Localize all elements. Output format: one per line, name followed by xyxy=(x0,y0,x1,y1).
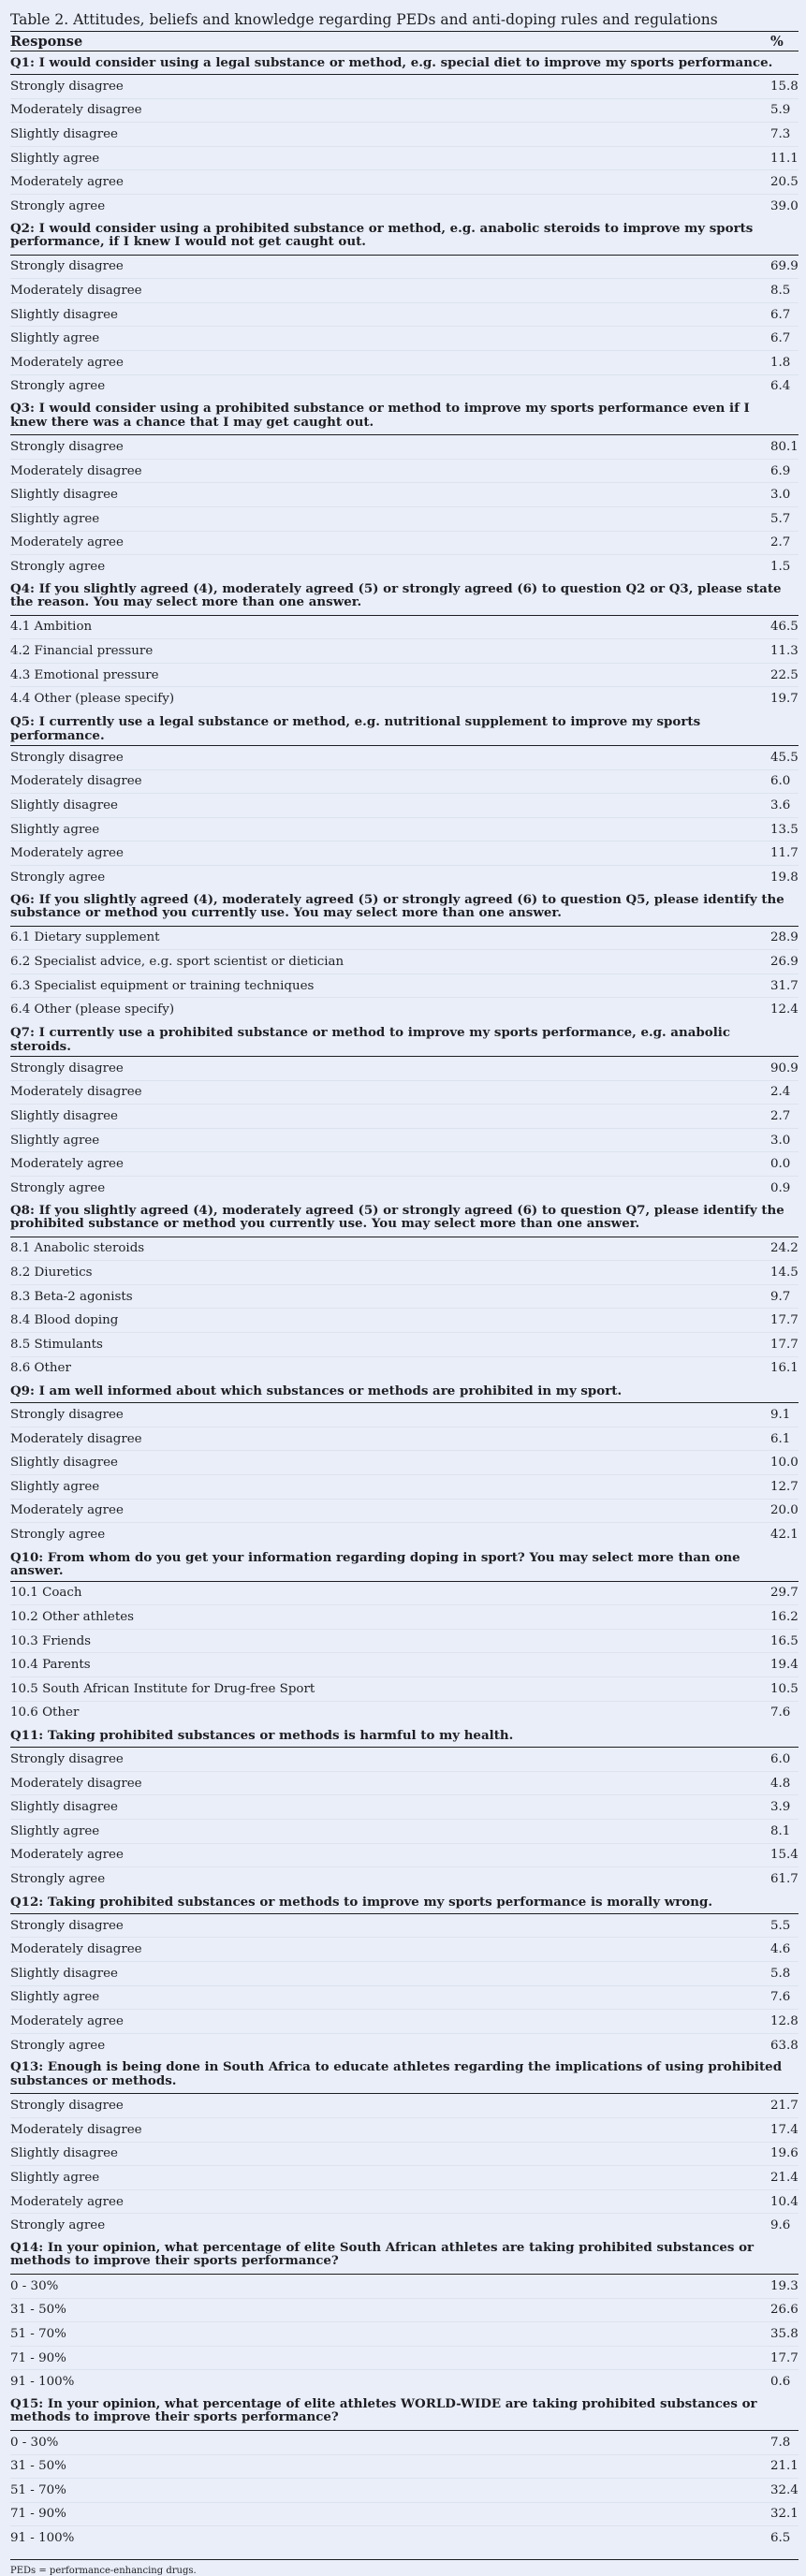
answer-label: 6.4 Other (please specify) xyxy=(10,1003,175,1017)
answer-percent: 16.2 xyxy=(770,1605,799,1630)
survey-table xyxy=(10,31,799,2550)
answer-row xyxy=(10,2094,799,2118)
answer-percent: 19.6 xyxy=(770,2142,799,2166)
question-row xyxy=(10,2056,799,2094)
answer-row xyxy=(10,1237,799,1261)
answer-row xyxy=(10,2502,799,2526)
answer-percent: 11.3 xyxy=(770,639,799,664)
answer-percent: 7.8 xyxy=(770,2430,799,2454)
answer-label: Moderately agree xyxy=(10,350,770,374)
answer-percent: 24.2 xyxy=(770,1237,799,1261)
answer-percent: 29.7 xyxy=(770,1581,799,1605)
answer-label: 6.1 Dietary supplement xyxy=(10,926,770,950)
answer-row xyxy=(10,75,799,99)
answer-row xyxy=(10,2346,799,2370)
question-row xyxy=(10,1021,799,1057)
answer-row xyxy=(10,1581,799,1605)
question-row xyxy=(10,1724,799,1748)
answer-row xyxy=(10,1499,799,1523)
answer-row xyxy=(10,2214,799,2237)
table-body xyxy=(10,51,799,2550)
answer-row xyxy=(10,327,799,351)
question-text: Q3: I would consider using a prohibited substance or method to improve my sports performance even if I knew there was a chance that I may get caught out. xyxy=(10,398,799,435)
answer-label: Slightly disagree xyxy=(10,123,770,147)
answer-percent: 14.5 xyxy=(770,1261,799,1285)
answer-row xyxy=(10,1938,799,1962)
answer-row xyxy=(10,302,799,327)
answer-label: 0 - 30% xyxy=(10,2274,770,2298)
question-row xyxy=(10,710,799,746)
answer-label: 71 - 90% xyxy=(10,2346,770,2370)
answer-row xyxy=(10,746,799,770)
answer-row xyxy=(10,1403,799,1427)
answer-label: Moderately disagree xyxy=(10,1771,770,1795)
answer-percent: 0.9 xyxy=(770,1180,791,1195)
answer-percent: 17.7 xyxy=(770,1332,799,1356)
answer-percent: 42.1 xyxy=(770,1527,799,1542)
answer-row xyxy=(10,2430,799,2454)
answer-row xyxy=(10,1080,799,1105)
answer-label: 8.4 Blood doping xyxy=(10,1309,770,1333)
answer-percent: 21.7 xyxy=(770,2094,799,2118)
answer-label: Moderately agree xyxy=(10,2189,770,2214)
question-text: Q13: Enough is being done in South Africa to educate athletes regarding the implications of using prohibited substances or methods. xyxy=(10,2056,799,2094)
answer-row xyxy=(10,687,799,710)
answer-row xyxy=(10,1284,799,1309)
answer-label: Strongly disagree xyxy=(10,746,770,770)
header-response: Response xyxy=(10,32,770,51)
answer-row xyxy=(10,170,799,195)
question-row xyxy=(10,1380,799,1403)
question-text: Q14: In your opinion, what percentage of elite South African athletes are taking prohibited substances or methods to improve their sports performance? xyxy=(10,2237,799,2275)
answer-row xyxy=(10,194,799,217)
answer-label: Strongly disagree xyxy=(10,1748,770,1772)
answer-percent: 20.0 xyxy=(770,1499,799,1523)
answer-row xyxy=(10,1523,799,1546)
answer-percent: 17.7 xyxy=(770,2346,799,2370)
answer-percent: 11.1 xyxy=(770,146,799,170)
question-row xyxy=(10,2237,799,2275)
answer-label: Slightly agree xyxy=(10,817,770,842)
answer-percent: 22.5 xyxy=(770,663,799,687)
answer-label: Slightly disagree xyxy=(10,1795,770,1820)
answer-percent: 0.0 xyxy=(770,1152,799,1177)
answer-percent: 11.7 xyxy=(770,842,799,866)
answer-label: Moderately agree xyxy=(10,2010,770,2034)
answer-percent: 2.7 xyxy=(770,1105,799,1129)
answer-percent: 2.7 xyxy=(770,531,799,555)
answer-label: Moderately disagree xyxy=(10,1427,770,1451)
question-row xyxy=(10,1200,799,1237)
answer-row xyxy=(10,1309,799,1333)
answer-row xyxy=(10,374,799,398)
answer-percent: 17.7 xyxy=(770,1309,799,1333)
answer-label: Strongly agree xyxy=(10,559,106,574)
answer-percent: 16.5 xyxy=(770,1629,799,1653)
answer-row xyxy=(10,1451,799,1475)
answer-row xyxy=(10,973,799,998)
answer-label: 91 - 100% xyxy=(10,2531,75,2546)
answer-row xyxy=(10,926,799,950)
answer-row xyxy=(10,1356,799,1380)
answer-row xyxy=(10,146,799,170)
answer-row xyxy=(10,2322,799,2347)
answer-percent: 9.7 xyxy=(770,1284,799,1309)
answer-percent: 21.1 xyxy=(770,2454,799,2479)
answer-label: 10.1 Coach xyxy=(10,1581,770,1605)
answer-row xyxy=(10,1474,799,1499)
answer-percent: 28.9 xyxy=(770,926,799,950)
answer-row xyxy=(10,817,799,842)
answer-percent: 15.4 xyxy=(770,1843,799,1867)
answer-percent: 4.8 xyxy=(770,1771,799,1795)
answer-row xyxy=(10,279,799,303)
answer-label: Strongly disagree xyxy=(10,1403,770,1427)
answer-label: Strongly disagree xyxy=(10,1913,770,1938)
answer-label: 71 - 90% xyxy=(10,2502,770,2526)
answer-row xyxy=(10,2142,799,2166)
answer-percent: 4.6 xyxy=(770,1938,799,1962)
answer-row xyxy=(10,1962,799,1986)
answer-label: Moderately disagree xyxy=(10,459,770,483)
answer-label: Slightly agree xyxy=(10,146,770,170)
answer-label: 10.2 Other athletes xyxy=(10,1605,770,1630)
answer-percent: 12.7 xyxy=(770,1474,799,1499)
answer-label: 31 - 50% xyxy=(10,2298,770,2322)
answer-label: Slightly agree xyxy=(10,2166,770,2190)
question-text: Q1: I would consider using a legal substance or method, e.g. special diet to improve my sports performance. xyxy=(10,51,799,75)
answer-percent: 3.9 xyxy=(770,1795,799,1820)
answer-label: 4.2 Financial pressure xyxy=(10,639,770,664)
answer-percent: 10.0 xyxy=(770,1451,799,1475)
answer-row xyxy=(10,1427,799,1451)
answer-percent: 19.4 xyxy=(770,1653,799,1677)
answer-label: Slightly agree xyxy=(10,506,770,531)
answer-percent: 6.0 xyxy=(770,1748,799,1772)
answer-label: Strongly agree xyxy=(10,379,106,394)
answer-percent: 1.8 xyxy=(770,350,799,374)
question-text: Q10: From whom do you get your information regarding doping in sport? You may select more than one answer. xyxy=(10,1546,799,1582)
answer-percent: 20.5 xyxy=(770,170,799,195)
answer-label: 6.3 Specialist equipment or training techniques xyxy=(10,973,770,998)
answer-label: Strongly disagree xyxy=(10,75,770,99)
answer-percent: 26.9 xyxy=(770,950,799,974)
question-row xyxy=(10,398,799,435)
question-row xyxy=(10,1891,799,1914)
answer-row xyxy=(10,2117,799,2142)
answer-percent: 7.3 xyxy=(770,123,799,147)
answer-row xyxy=(10,769,799,794)
answer-percent: 8.5 xyxy=(770,279,799,303)
answer-row xyxy=(10,1985,799,2010)
question-text: Q11: Taking prohibited substances or methods is harmful to my health. xyxy=(10,1724,799,1748)
answer-row xyxy=(10,506,799,531)
answer-label: Slightly disagree xyxy=(10,794,770,818)
answer-percent: 90.9 xyxy=(770,1057,799,1081)
answer-percent: 32.1 xyxy=(770,2502,799,2526)
answer-percent: 10.5 xyxy=(770,1677,799,1702)
answer-label: Slightly agree xyxy=(10,1128,770,1152)
answer-percent: 9.6 xyxy=(770,2218,791,2233)
answer-row xyxy=(10,483,799,507)
answer-label: Strongly agree xyxy=(10,1527,106,1542)
answer-percent: 17.4 xyxy=(770,2117,799,2142)
answer-percent: 1.5 xyxy=(770,559,791,574)
question-row xyxy=(10,1546,799,1582)
answer-percent: 46.5 xyxy=(770,615,799,639)
answer-row xyxy=(10,2010,799,2034)
answer-label: Strongly agree xyxy=(10,1180,106,1195)
answer-percent: 32.4 xyxy=(770,2479,799,2503)
question-text: Q9: I am well informed about which substances or methods are prohibited in my sport. xyxy=(10,1380,799,1403)
answer-label: Slightly disagree xyxy=(10,1105,770,1129)
question-row xyxy=(10,51,799,75)
question-text: Q5: I currently use a legal substance or method, e.g. nutritional supplement to improve my sports performance. xyxy=(10,710,799,746)
answer-label: Strongly disagree xyxy=(10,1057,770,1081)
answer-percent: 61.7 xyxy=(770,1872,799,1887)
answer-label: 10.6 Other xyxy=(10,1705,80,1720)
answer-label: Moderately agree xyxy=(10,842,770,866)
answer-row xyxy=(10,2479,799,2503)
answer-label: Moderately disagree xyxy=(10,98,770,123)
answer-row xyxy=(10,1105,799,1129)
answer-percent: 21.4 xyxy=(770,2166,799,2190)
question-text: Q15: In your opinion, what percentage of elite athletes WORLD-WIDE are taking prohibited substances or methods to improve their sports performance? xyxy=(10,2393,799,2431)
answer-label: Moderately agree xyxy=(10,1499,770,1523)
answer-row xyxy=(10,123,799,147)
answer-row xyxy=(10,1128,799,1152)
answer-percent: 2.4 xyxy=(770,1080,799,1105)
answer-label: 8.6 Other xyxy=(10,1361,71,1376)
answer-row xyxy=(10,255,799,279)
answer-row xyxy=(10,1677,799,1702)
answer-label: Strongly agree xyxy=(10,2218,106,2233)
answer-label: 8.3 Beta-2 agonists xyxy=(10,1284,770,1309)
answer-percent: 19.3 xyxy=(770,2274,799,2298)
answer-row xyxy=(10,1843,799,1867)
answer-percent: 6.4 xyxy=(770,379,791,394)
answer-percent: 6.0 xyxy=(770,769,799,794)
answer-label: Slightly disagree xyxy=(10,2142,770,2166)
answer-percent: 15.8 xyxy=(770,75,799,99)
answer-label: Slightly agree xyxy=(10,1820,770,1844)
question-text: Q7: I currently use a prohibited substance or method to improve my sports performance, e.g. anabolic steroids. xyxy=(10,1021,799,1057)
answer-label: Strongly agree xyxy=(10,1872,106,1887)
answer-percent: 9.1 xyxy=(770,1403,799,1427)
answer-percent: 12.8 xyxy=(770,2010,799,2034)
answer-label: 4.4 Other (please specify) xyxy=(10,692,175,707)
answer-percent: 10.4 xyxy=(770,2189,799,2214)
answer-percent: 5.7 xyxy=(770,506,799,531)
answer-percent: 6.7 xyxy=(770,327,799,351)
answer-row xyxy=(10,555,799,578)
question-text: Q12: Taking prohibited substances or methods to improve my sports performance is morally wrong. xyxy=(10,1891,799,1914)
answer-row xyxy=(10,639,799,664)
answer-row xyxy=(10,1820,799,1844)
answer-label: Strongly agree xyxy=(10,870,106,885)
question-text: Q4: If you slightly agreed (4), moderately agreed (5) or strongly agreed (6) to question Q2 or Q3, please state the reason. You may select more than one answer. xyxy=(10,578,799,616)
answer-row xyxy=(10,2370,799,2393)
answer-row xyxy=(10,1795,799,1820)
answer-percent: 8.1 xyxy=(770,1820,799,1844)
answer-label: 4.1 Ambition xyxy=(10,615,770,639)
answer-row xyxy=(10,1771,799,1795)
header-row xyxy=(10,32,799,51)
answer-label: 10.5 South African Institute for Drug-free Sport xyxy=(10,1677,770,1702)
question-text: Q6: If you slightly agreed (4), moderately agreed (5) or strongly agreed (6) to question Q5, please identify the substance or method you currently use. You may select more than one answer. xyxy=(10,889,799,927)
answer-label: 10.4 Parents xyxy=(10,1653,770,1677)
answer-row xyxy=(10,998,799,1021)
answer-label: Moderately disagree xyxy=(10,1080,770,1105)
answer-label: 8.2 Diuretics xyxy=(10,1261,770,1285)
answer-label: Slightly disagree xyxy=(10,302,770,327)
answer-row xyxy=(10,1605,799,1630)
answer-row xyxy=(10,1057,799,1081)
answer-label: 10.3 Friends xyxy=(10,1629,770,1653)
answer-row xyxy=(10,531,799,555)
answer-percent: 0.6 xyxy=(770,2375,791,2390)
answer-label: Slightly agree xyxy=(10,1985,770,2010)
answer-label: 51 - 70% xyxy=(10,2322,770,2347)
answer-percent: 26.6 xyxy=(770,2298,799,2322)
answer-percent: 35.8 xyxy=(770,2322,799,2347)
answer-label: Moderately disagree xyxy=(10,1938,770,1962)
answer-row xyxy=(10,615,799,639)
answer-label: 8.1 Anabolic steroids xyxy=(10,1237,770,1261)
answer-row xyxy=(10,1867,799,1891)
answer-percent: 39.0 xyxy=(770,198,799,213)
answer-label: 6.2 Specialist advice, e.g. sport scientist or dietician xyxy=(10,950,770,974)
answer-label: 31 - 50% xyxy=(10,2454,770,2479)
answer-percent: 6.5 xyxy=(770,2531,791,2546)
answer-label: Moderately disagree xyxy=(10,279,770,303)
answer-percent: 45.5 xyxy=(770,746,799,770)
answer-percent: 5.9 xyxy=(770,98,799,123)
answer-label: Slightly disagree xyxy=(10,483,770,507)
answer-percent: 13.5 xyxy=(770,817,799,842)
answer-label: Strongly agree xyxy=(10,198,106,213)
answer-row xyxy=(10,663,799,687)
answer-label: Strongly agree xyxy=(10,2038,106,2053)
answer-row xyxy=(10,1332,799,1356)
answer-row xyxy=(10,1701,799,1724)
question-row xyxy=(10,578,799,616)
answer-row xyxy=(10,98,799,123)
question-row xyxy=(10,2393,799,2431)
answer-percent: 3.6 xyxy=(770,794,799,818)
answer-percent: 5.8 xyxy=(770,1962,799,1986)
answer-percent: 5.5 xyxy=(770,1913,799,1938)
answer-label: Moderately agree xyxy=(10,1843,770,1867)
table-caption: Table 2. Attitudes, beliefs and knowledge regarding PEDs and anti-doping rules and regulations xyxy=(10,11,718,28)
answer-row xyxy=(10,459,799,483)
answer-row xyxy=(10,2033,799,2056)
answer-row xyxy=(10,950,799,974)
answer-row xyxy=(10,1176,799,1199)
answer-label: 0 - 30% xyxy=(10,2430,770,2454)
answer-label: Strongly disagree xyxy=(10,2094,770,2118)
answer-percent: 7.6 xyxy=(770,1985,799,2010)
question-row xyxy=(10,218,799,256)
answer-row xyxy=(10,842,799,866)
answer-percent: 3.0 xyxy=(770,483,799,507)
header-percent: % xyxy=(770,32,799,51)
answer-row xyxy=(10,2274,799,2298)
answer-label: Slightly disagree xyxy=(10,1962,770,1986)
table-footnote: PEDs = performance-enhancing drugs. xyxy=(10,2559,799,2576)
answer-row xyxy=(10,435,799,460)
answer-row xyxy=(10,866,799,889)
answer-row xyxy=(10,1629,799,1653)
answer-label: 8.5 Stimulants xyxy=(10,1332,770,1356)
answer-percent: 6.7 xyxy=(770,302,799,327)
answer-label: 4.3 Emotional pressure xyxy=(10,663,770,687)
answer-row xyxy=(10,2166,799,2190)
answer-percent: 12.4 xyxy=(770,1003,799,1017)
answer-percent: 69.9 xyxy=(770,255,799,279)
answer-label: Moderately disagree xyxy=(10,2117,770,2142)
answer-label: 51 - 70% xyxy=(10,2479,770,2503)
answer-percent: 6.9 xyxy=(770,459,799,483)
answer-row xyxy=(10,1261,799,1285)
answer-label: Slightly disagree xyxy=(10,1451,770,1475)
answer-row xyxy=(10,2189,799,2214)
answer-percent: 19.8 xyxy=(770,870,799,885)
answer-percent: 31.7 xyxy=(770,973,799,998)
answer-percent: 7.6 xyxy=(770,1705,791,1720)
answer-label: Moderately disagree xyxy=(10,769,770,794)
answer-row xyxy=(10,1653,799,1677)
answer-row xyxy=(10,794,799,818)
answer-percent: 6.1 xyxy=(770,1427,799,1451)
answer-row xyxy=(10,2526,799,2550)
answer-label: Moderately agree xyxy=(10,170,770,195)
table-header xyxy=(10,32,799,51)
answer-percent: 63.8 xyxy=(770,2038,799,2053)
answer-row xyxy=(10,1748,799,1772)
answer-percent: 16.1 xyxy=(770,1361,799,1376)
answer-label: Moderately agree xyxy=(10,531,770,555)
answer-percent: 80.1 xyxy=(770,435,799,460)
answer-row xyxy=(10,1152,799,1177)
answer-label: Slightly agree xyxy=(10,1474,770,1499)
answer-row xyxy=(10,2298,799,2322)
question-text: Q2: I would consider using a prohibited substance or method, e.g. anabolic steroids to improve my sports performance, if I knew I would not get caught out. xyxy=(10,218,799,256)
answer-row xyxy=(10,350,799,374)
answer-row xyxy=(10,1913,799,1938)
answer-row xyxy=(10,2454,799,2479)
answer-label: Strongly disagree xyxy=(10,255,770,279)
answer-percent: 3.0 xyxy=(770,1128,799,1152)
answer-percent: 19.7 xyxy=(770,692,799,707)
question-text: Q8: If you slightly agreed (4), moderately agreed (5) or strongly agreed (6) to question Q7, please identify the prohibited substance or method you currently use. You may select more than one answer. xyxy=(10,1200,799,1237)
answer-label: Slightly agree xyxy=(10,327,770,351)
answer-label: Strongly disagree xyxy=(10,435,770,460)
question-row xyxy=(10,889,799,927)
answer-label: 91 - 100% xyxy=(10,2375,75,2390)
answer-label: Moderately agree xyxy=(10,1152,770,1177)
